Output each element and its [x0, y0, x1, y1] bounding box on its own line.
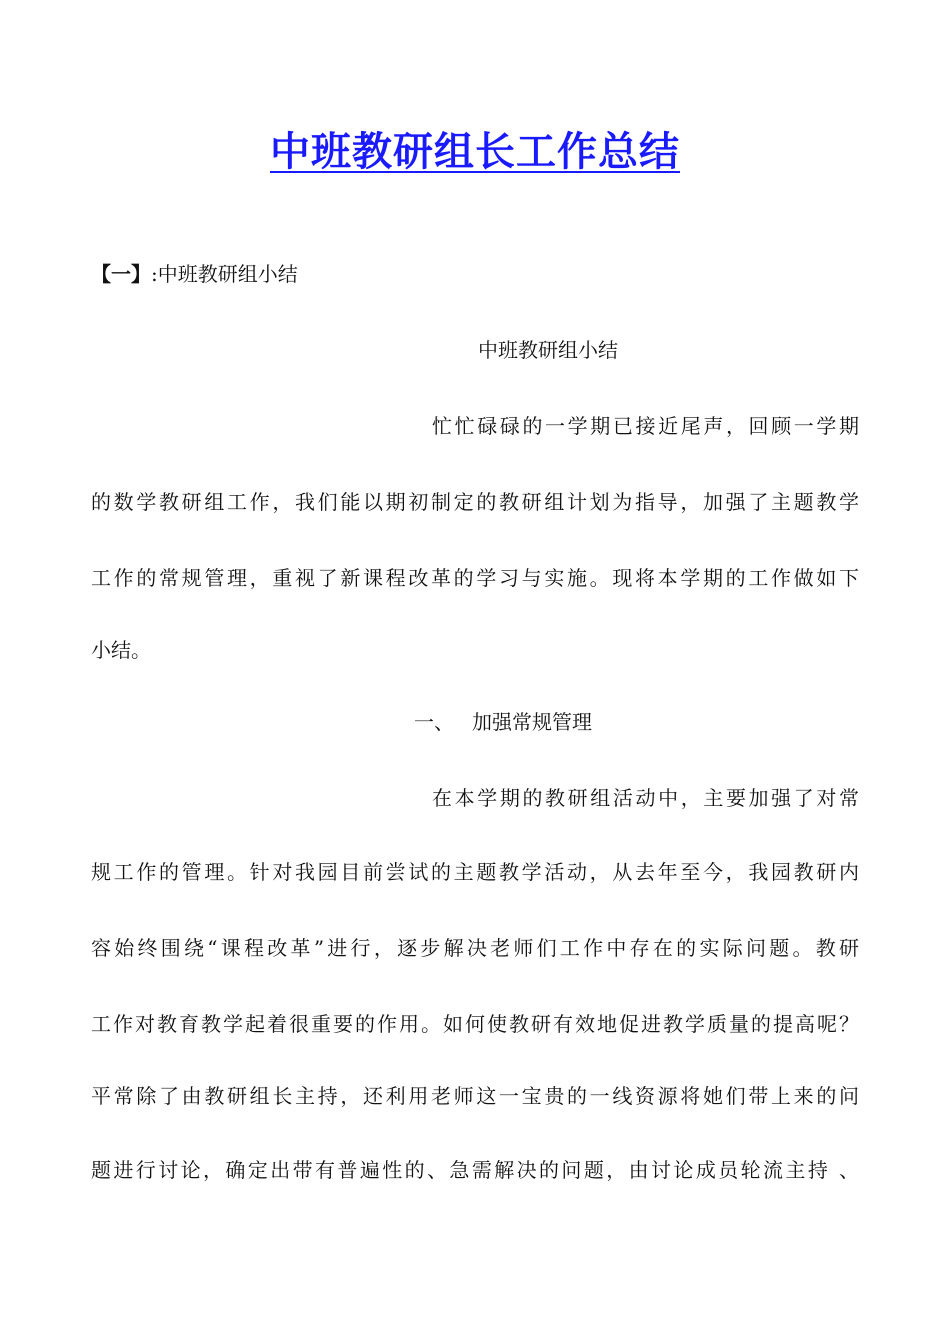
paragraph-2-line-2: 规工作的管理。针对我园目前尝试的主题教学活动，从去年至今，我园教研内 — [91, 860, 859, 884]
paragraph-1-line-4: 小结。 — [91, 638, 151, 662]
paragraph-1-line-3: 工作的常规管理，重视了新课程改革的学习与实施。现将本学期的工作做如下 — [91, 566, 859, 590]
heading-one — [414, 708, 592, 736]
section-separator: : — [151, 262, 158, 286]
paragraph-2-line-1: 在本学期的教研组活动中，主要加强了对常 — [432, 786, 859, 810]
section-title: 中班教研组小结 — [157, 262, 298, 286]
paragraph-1-line-2: 的数学教研组工作，我们能以期初制定的教研组计划为指导，加强了主题教学 — [91, 490, 859, 514]
heading-one-text: 加强常规管理 — [472, 710, 592, 734]
document-title-link[interactable]: 中班教研组长工作总结 — [270, 129, 680, 175]
subtitle: 中班教研组小结 — [478, 338, 618, 362]
paragraph-2-line-3: 容始终围绕“课程改革”进行，逐步解决老师们工作中存在的实际问题。教研 — [91, 936, 859, 960]
document-title — [0, 124, 950, 180]
section-marker: 【一】 — [91, 262, 151, 286]
paragraph-2-line-6: 题进行讨论，确定出带有普遍性的、急需解决的问题，由讨论成员轮流主持 、 — [91, 1158, 859, 1182]
paragraph-2-line-4: 工作对教育教学起着很重要的作用。如何使教研有效地促进教学质量的提高呢？ — [91, 1012, 859, 1036]
paragraph-1-line-1: 忙忙碌碌的一学期已接近尾声，回顾一学期 — [432, 414, 859, 438]
heading-one-number: 一、 — [414, 710, 454, 734]
paragraph-2-line-5: 平常除了由教研组长主持，还利用老师这一宝贵的一线资源将她们带上来的问 — [91, 1084, 859, 1108]
section-heading — [91, 260, 298, 288]
